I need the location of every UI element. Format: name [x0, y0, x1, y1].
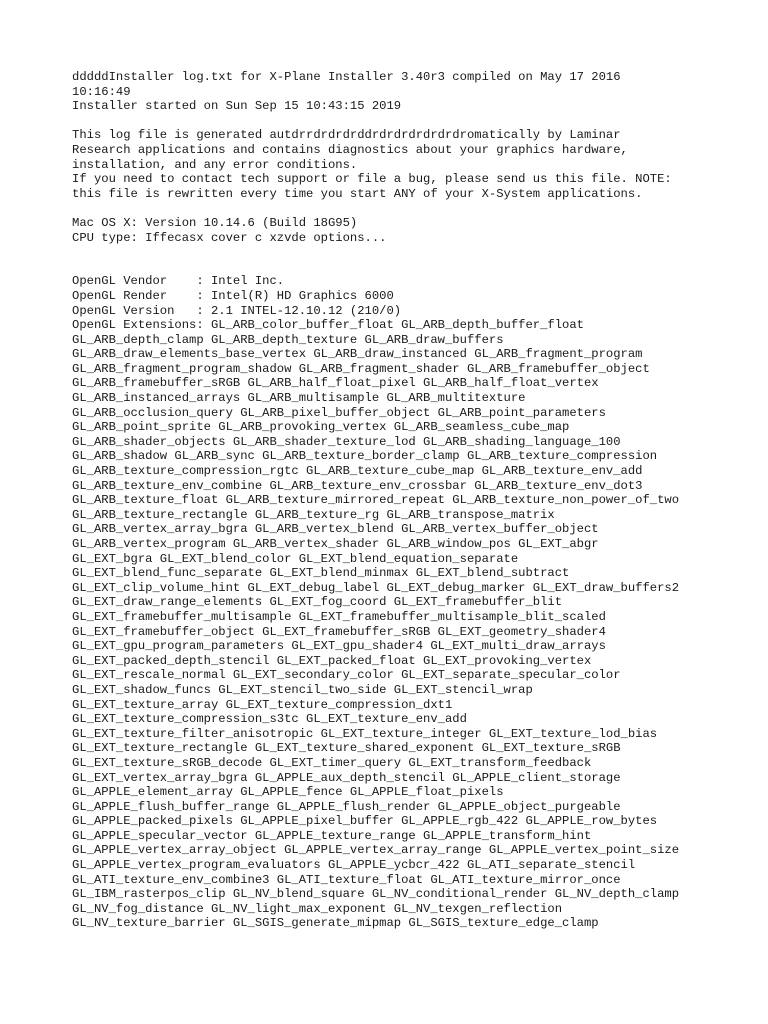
- log-line: GL_ARB_fragment_program_shadow GL_ARB_fragment_shader GL_ARB_framebuffer_object: [72, 361, 650, 376]
- log-line: OpenGL Extensions: GL_ARB_color_buffer_float GL_ARB_depth_buffer_float: [72, 318, 584, 333]
- log-line: GL_ARB_depth_clamp GL_ARB_depth_texture GL_ARB_draw_buffers: [72, 332, 504, 347]
- log-line: GL_ARB_point_sprite GL_ARB_provoking_vertex GL_ARB_seamless_cube_map: [72, 420, 570, 435]
- log-line: this file is rewritten every time you start ANY of your X-System applications.: [72, 186, 643, 201]
- log-line: GL_ARB_occlusion_query GL_ARB_pixel_buffer_object GL_ARB_point_parameters: [72, 405, 606, 420]
- log-line: GL_EXT_texture_compression_s3tc GL_EXT_texture_env_add: [72, 712, 467, 727]
- log-line: GL_EXT_gpu_program_parameters GL_EXT_gpu_shader4 GL_EXT_multi_draw_arrays: [72, 639, 606, 654]
- log-document: [72, 70, 712, 931]
- log-line: GL_APPLE_element_array GL_APPLE_fence GL_APPLE_float_pixels: [72, 785, 504, 800]
- log-line: GL_EXT_packed_depth_stencil GL_EXT_packed_float GL_EXT_provoking_vertex: [72, 653, 592, 668]
- log-line: GL_EXT_vertex_array_bgra GL_APPLE_aux_depth_stencil GL_APPLE_client_storage: [72, 770, 621, 785]
- log-line: Research applications and contains diagnostics about your graphics hardware,: [72, 142, 628, 157]
- log-line: Mac OS X: Version 10.14.6 (Build 18G95): [72, 215, 358, 230]
- log-line: This log file is generated autdrrdrdrdrddrdrdrdrdrdrdromatically by Laminar: [72, 128, 621, 143]
- log-line: GL_ARB_texture_env_combine GL_ARB_texture_env_crossbar GL_ARB_texture_env_dot3: [72, 478, 643, 493]
- log-line: OpenGL Version : 2.1 INTEL-12.10.12 (210/0): [72, 303, 402, 318]
- log-line: If you need to contact tech support or file a bug, please send us this file. NOTE:: [72, 172, 672, 187]
- log-line: GL_APPLE_vertex_program_evaluators GL_APPLE_ycbcr_422 GL_ATI_separate_stencil: [72, 858, 636, 873]
- log-line: GL_ARB_vertex_array_bgra GL_ARB_vertex_blend GL_ARB_vertex_buffer_object: [72, 522, 599, 537]
- log-line: [72, 114, 712, 129]
- log-line: [72, 260, 712, 275]
- log-line: GL_EXT_draw_range_elements GL_EXT_fog_coord GL_EXT_framebuffer_blit: [72, 595, 563, 610]
- log-line: GL_ARB_texture_compression_rgtc GL_ARB_texture_cube_map GL_ARB_texture_env_add: [72, 464, 643, 479]
- log-line: GL_ARB_texture_float GL_ARB_texture_mirrored_repeat GL_ARB_texture_non_power_of_two: [72, 493, 680, 508]
- log-line: GL_APPLE_vertex_array_object GL_APPLE_vertex_array_range GL_APPLE_vertex_point_size: [72, 843, 680, 858]
- log-line: GL_EXT_shadow_funcs GL_EXT_stencil_two_side GL_EXT_stencil_wrap: [72, 682, 533, 697]
- log-line: GL_NV_texture_barrier GL_SGIS_generate_mipmap GL_SGIS_texture_edge_clamp: [72, 916, 599, 931]
- log-line: GL_EXT_texture_rectangle GL_EXT_texture_shared_exponent GL_EXT_texture_sRGB: [72, 741, 621, 756]
- log-line: GL_ATI_texture_env_combine3 GL_ATI_texture_float GL_ATI_texture_mirror_once: [72, 872, 621, 887]
- log-line: GL_EXT_texture_sRGB_decode GL_EXT_timer_query GL_EXT_transform_feedback: [72, 755, 592, 770]
- log-line: GL_ARB_framebuffer_sRGB GL_ARB_half_float_pixel GL_ARB_half_float_vertex: [72, 376, 599, 391]
- log-line: 10:16:49: [72, 84, 131, 99]
- log-line: GL_EXT_bgra GL_EXT_blend_color GL_EXT_blend_equation_separate: [72, 551, 519, 566]
- log-line: GL_ARB_shader_objects GL_ARB_shader_texture_lod GL_ARB_shading_language_100: [72, 434, 621, 449]
- log-line: installation, and any error conditions.: [72, 157, 358, 172]
- log-line: GL_NV_fog_distance GL_NV_light_max_exponent GL_NV_texgen_reflection: [72, 901, 563, 916]
- log-line: GL_IBM_rasterpos_clip GL_NV_blend_square GL_NV_conditional_render GL_NV_depth_clamp: [72, 887, 680, 902]
- log-line: dddddInstaller log.txt for X-Plane Installer 3.40r3 compiled on May 17 2016: [72, 70, 621, 84]
- log-line: GL_ARB_draw_elements_base_vertex GL_ARB_draw_instanced GL_ARB_fragment_program: [72, 347, 643, 362]
- log-line: GL_EXT_framebuffer_multisample GL_EXT_framebuffer_multisample_blit_scaled: [72, 609, 606, 624]
- log-line: GL_ARB_vertex_program GL_ARB_vertex_shader GL_ARB_window_pos GL_EXT_abgr: [72, 537, 599, 551]
- log-line: GL_APPLE_packed_pixels GL_APPLE_pixel_buffer GL_APPLE_rgb_422 GL_APPLE_row_bytes: [72, 814, 658, 829]
- log-line: [72, 245, 712, 260]
- log-line: OpenGL Vendor : Intel Inc.: [72, 274, 285, 289]
- log-line: GL_ARB_shadow GL_ARB_sync GL_ARB_texture_border_clamp GL_ARB_texture_compression: [72, 449, 658, 464]
- log-line: GL_ARB_texture_rectangle GL_ARB_texture_rg GL_ARB_transpose_matrix: [72, 507, 555, 522]
- log-line: GL_APPLE_specular_vector GL_APPLE_texture_range GL_APPLE_transform_hint: [72, 828, 592, 843]
- log-line: GL_ARB_instanced_arrays GL_ARB_multisample GL_ARB_multitexture: [72, 391, 526, 406]
- log-line: GL_EXT_texture_filter_anisotropic GL_EXT_texture_integer GL_EXT_texture_lod_bias: [72, 726, 658, 741]
- log-line: GL_EXT_blend_func_separate GL_EXT_blend_minmax GL_EXT_blend_subtract: [72, 566, 570, 581]
- log-line: Installer started on Sun Sep 15 10:43:15 2019: [72, 99, 402, 114]
- log-line: CPU type: Iffecasx cover c xzvde options...: [72, 230, 387, 245]
- log-line: [72, 201, 712, 216]
- log-line: GL_EXT_rescale_normal GL_EXT_secondary_color GL_EXT_separate_specular_color: [72, 668, 621, 683]
- log-line: GL_EXT_texture_array GL_EXT_texture_compression_dxt1: [72, 697, 453, 712]
- log-line: GL_EXT_framebuffer_object GL_EXT_framebuffer_sRGB GL_EXT_geometry_shader4: [72, 624, 606, 639]
- log-line: OpenGL Render : Intel(R) HD Graphics 6000: [72, 288, 394, 303]
- log-line: GL_EXT_clip_volume_hint GL_EXT_debug_label GL_EXT_debug_marker GL_EXT_draw_buffers2: [72, 580, 680, 595]
- log-line: GL_APPLE_flush_buffer_range GL_APPLE_flush_render GL_APPLE_object_purgeable: [72, 799, 621, 814]
